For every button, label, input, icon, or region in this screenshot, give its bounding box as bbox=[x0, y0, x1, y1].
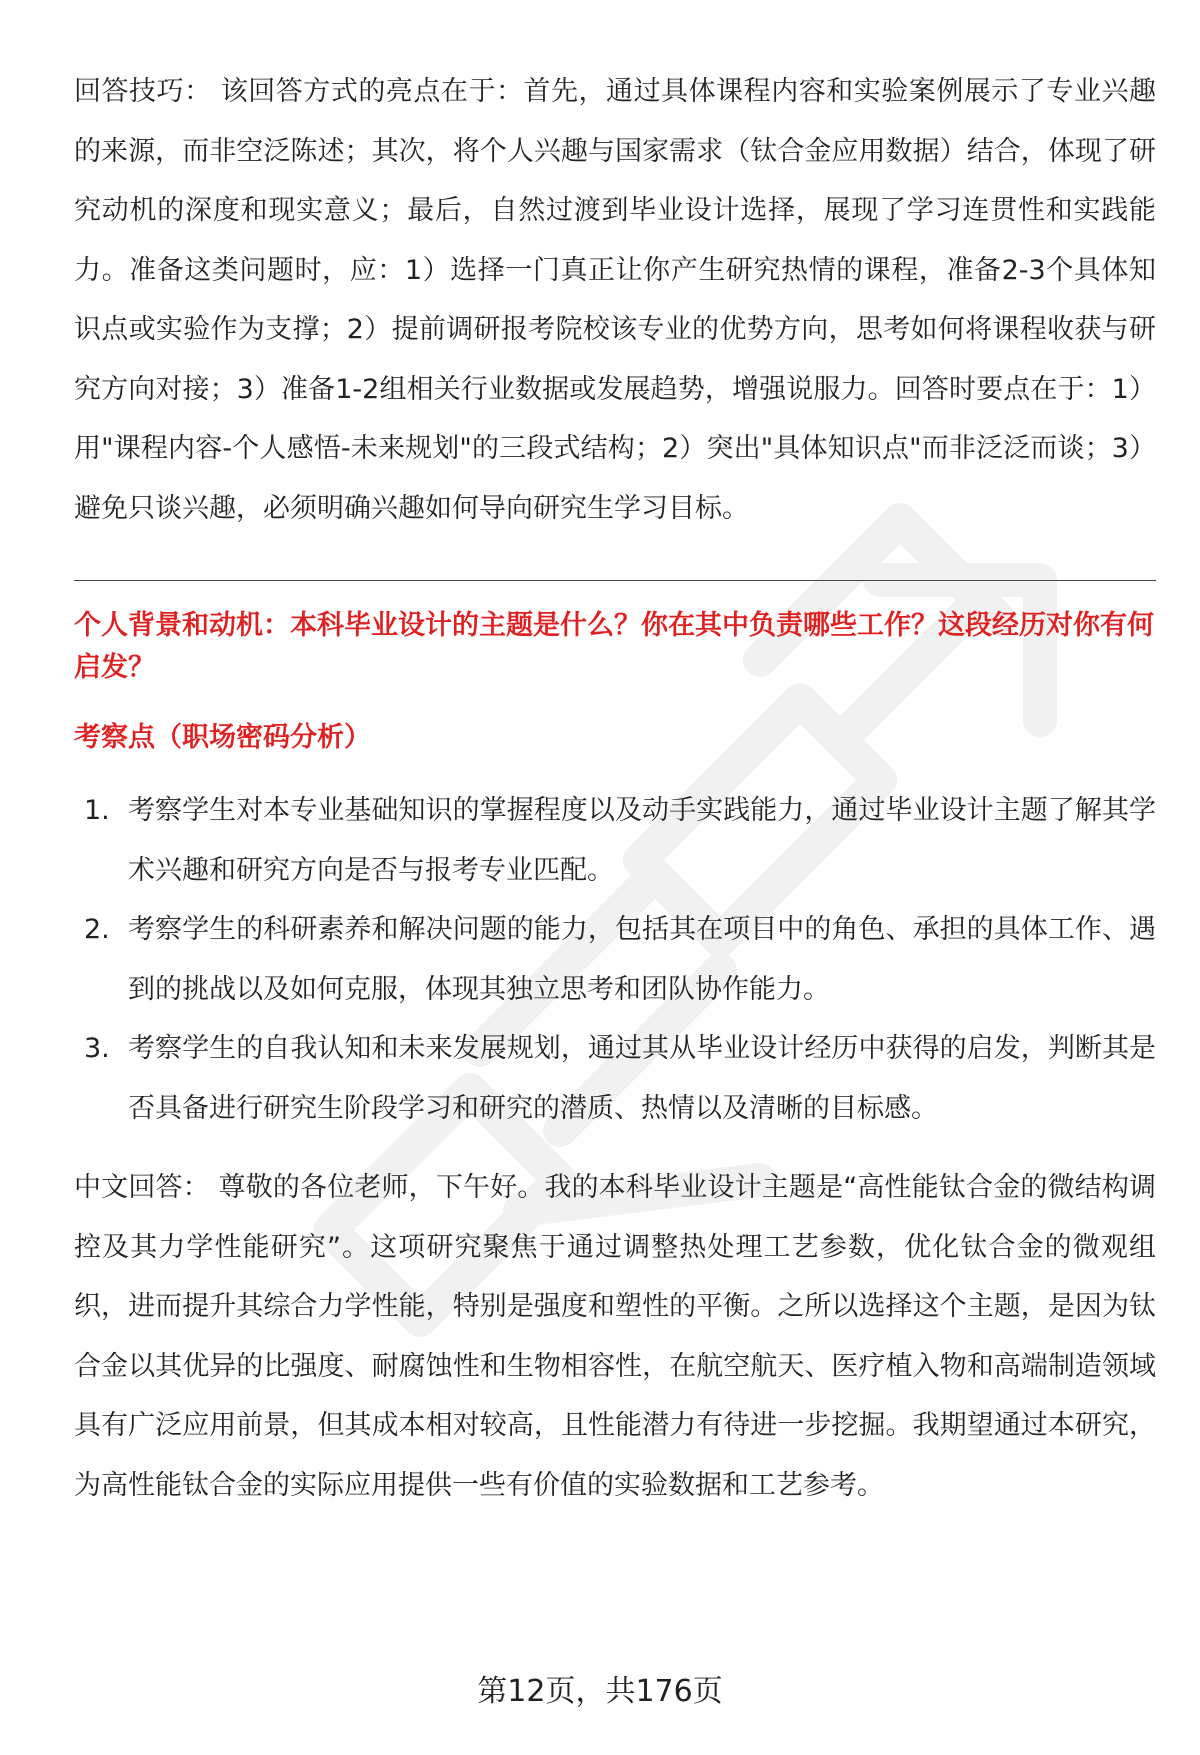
section-divider bbox=[74, 580, 1156, 581]
page-number-footer: 第12页，共176页 bbox=[477, 1674, 723, 1709]
list-item-text: 考察学生对本专业基础知识的掌握程度以及动手实践能力，通过毕业设计主题了解其学术兴趣和研究方向是否与报考专业匹配。 bbox=[128, 795, 1156, 886]
question-title: 个人背景和动机：本科毕业设计的主题是什么？你在其中负责哪些工作？这段经历对你有何启发？ bbox=[74, 610, 1154, 683]
list-item bbox=[74, 1019, 1156, 1138]
list-item-text: 考察学生的自我认知和未来发展规划，通过其从毕业设计经历中获得的启发，判断其是否具备进行研究生阶段学习和研究的潜质、热情以及清晰的目标感。 bbox=[128, 1033, 1156, 1124]
intro-label: 回答技巧： bbox=[74, 76, 212, 107]
list-item-text: 考察学生的科研素养和解决问题的能力，包括其在项目中的角色、承担的具体工作、遇到的挑战以及如何克服，体现其独立思考和团队协作能力。 bbox=[128, 914, 1156, 1005]
list-item-number: 3. bbox=[84, 1033, 110, 1064]
list-item bbox=[74, 900, 1156, 1019]
answer-paragraph bbox=[74, 1158, 1156, 1515]
list-item-number: 1. bbox=[84, 795, 110, 826]
list-item-number: 2. bbox=[84, 914, 110, 945]
answer-text: 尊敬的各位老师，下午好。我的本科毕业设计主题是“高性能钛合金的微结构调控及其力学性能研究”。这项研究聚焦于通过调整热处理工艺参数，优化钛合金的微观组织，进而提升其综合力学性能，特别是强度和塑性的平衡。之所以选择这个主题，是因为钛合金以其优异的比强度、耐腐蚀性和生物相容性，在航空航天、医疗植入物和高端制造领域具有广泛应用前景，但其成本相对较高，且性能潜力有待进一步挖掘。我期望通过本研究，为高性能钛合金的实际应用提供一些有价值的实验数据和工艺参考。 bbox=[74, 1172, 1157, 1501]
analysis-heading: 考察点（职场密码分析） bbox=[74, 722, 371, 753]
analysis-points-list bbox=[74, 781, 1156, 1138]
intro-paragraph bbox=[74, 62, 1156, 538]
list-item bbox=[74, 781, 1156, 900]
answer-label: 中文回答： bbox=[74, 1172, 210, 1203]
document-body bbox=[74, 62, 1156, 1515]
intro-text: 该回答方式的亮点在于：首先，通过具体课程内容和实验案例展示了专业兴趣的来源，而非空泛陈述；其次，将个人兴趣与国家需求（钛合金应用数据）结合，体现了研究动机的深度和现实意义；最后，自然过渡到毕业设计选择，展现了学习连贯性和实践能力。准备这类问题时，应：1）选择一门真正让你产生研究热情的课程，准备2-3个具体知识点或实验作为支撑；2）提前调研报考院校该专业的优势方向，思考如何将课程收获与研究方向对接；3）准备1-2组相关行业数据或发展趋势，增强说服力。回答时要点在于：1）用"课程内容-个人感悟-未来规划"的三段式结构；2）突出"具体知识点"而非泛泛而谈；3）避免只谈兴趣，必须明确兴趣如何导向研究生学习目标。 bbox=[74, 76, 1156, 524]
